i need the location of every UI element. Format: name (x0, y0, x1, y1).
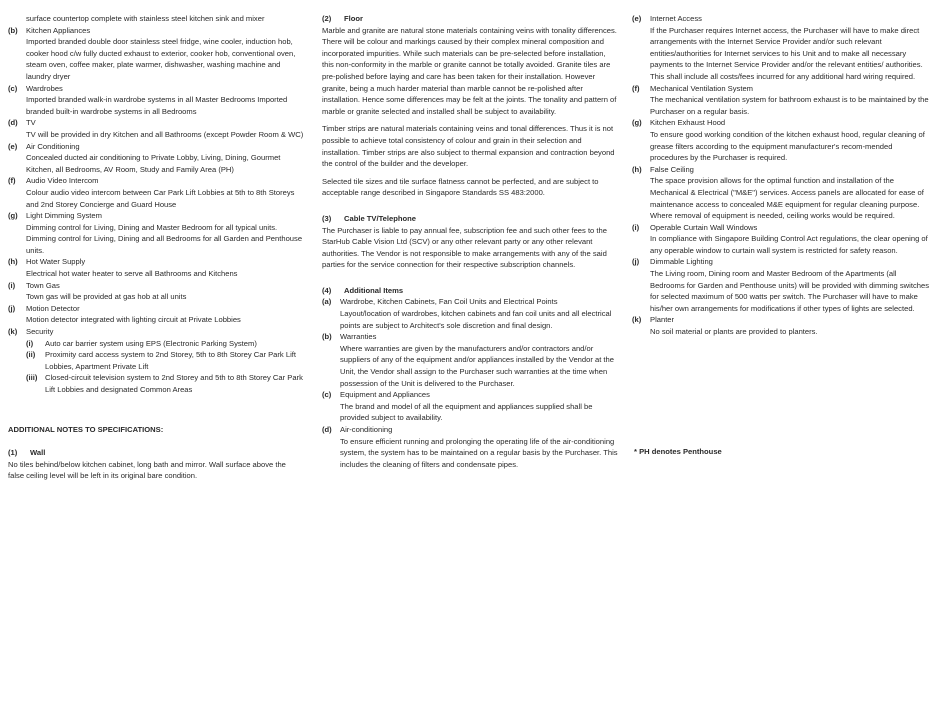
item-letter: (j) (8, 303, 16, 313)
item-letter: (c) (322, 390, 332, 400)
cable-heading (322, 213, 618, 225)
item-text: In compliance with Singapore Building Control Act regulations, the clear opening of any operable window to curtain wall system is restricted for safety reason. (650, 234, 928, 255)
item-text: Imported branded double door stainless steel fridge, wine cooler, induction hob, cooker hood c/w fully ducted exhaust to exterior, cooker hob, conventional oven, steam oven, coffee maker, plate warmer, dishwasher, washing machine and laundry dryer (26, 37, 296, 81)
item-title: Planter (650, 315, 675, 325)
item-text: Concealed ducted air conditioning to Private Lobby, Living, Dining, Gourmet Kitchen, all Bedrooms, AV Room, Study and Family Area (PH) (26, 153, 281, 174)
item-text: The space provision allows for the optimal function and installation of the Mechanical & Electrical ("M&E") services. Access panels are allocated for ease of maintenance access to concealed M&E equipment for regular cleaning purpose. Where removal of equipment is needed, ceiling works would be required. (650, 176, 924, 221)
item-letter: (i) (8, 280, 16, 290)
item-title: Dimmable Lighting (650, 257, 713, 267)
item-title: Mechanical Ventilation System (650, 83, 753, 93)
item-text: If the Purchaser requires Internet access, the Purchaser will have to make direct arrangements with the Internet Service Provider and/or such relevant entities/authorities for Internet services to his Unit and to make all necessary payments to the Internet Service Provider and/or the relevant entities/ authorities. This shall include all costs/fees incurred for any additional hard wiring required. (650, 25, 923, 81)
intro-text: surface countertop complete with stainless steel kitchen sink and mixer (26, 14, 265, 23)
item-text: The mechanical ventilation system for bathroom exhaust is to be maintained by the Purchaser on a regular basis. (650, 95, 929, 116)
item-letter: (j) (632, 257, 640, 267)
section-title: Cable TV/Telephone (344, 213, 417, 223)
item-title: Internet Access (650, 14, 702, 23)
security-sub-item (26, 338, 304, 350)
item-letter: (h) (8, 257, 18, 267)
additional-items-heading (322, 285, 618, 297)
sub-text: Auto car barrier system using EPS (Electronic Parking System) (45, 338, 257, 348)
item-text: Colour audio video intercom between Car Park Lift Lobbies at 5th to 8th Storeys and 2nd Storey Concierge and Guard House (26, 187, 295, 209)
floor-paragraph: Marble and granite are natural stone materials containing veins with tonality differences. There will be colour and markings caused by their complex mineral composition and incorporated impurities. While such materials can be pre-selected before installation, this non-conformity in the marble or granite cannot be totally avoided. Granite tiles are pre-polished before laying and care has been taken for their installation. However granite, being a much harder material than marble cannot be re-polished after installation. Hence some differences may be felt at the joints. The tonality and pattern of marble or granite selected and installed shall be subject to availability. (322, 25, 617, 116)
item-text: Dimming control for Living, Dining and Master Bedroom for all typical units. Dimming control for Living, Dining and all Bedrooms for all Garden and Penthouse units. (26, 222, 303, 255)
security-sub-item (26, 349, 304, 372)
item-letter: (k) (8, 327, 18, 337)
item-title: False Ceiling (650, 164, 694, 174)
section-number: (1) (8, 448, 18, 458)
additional-item-ventilation (632, 83, 932, 118)
sub-text: Closed-circuit television system to 2nd Storey and 5th to 8th Storey Car Park Lift Lobbies and designated Common Areas (45, 373, 303, 394)
floor-paragraph: Selected tile sizes and tile surface flatness cannot be perfected, and are subject to acceptable range described in Singapore Standards SS 483:2000. (322, 176, 599, 198)
item-letter: (i) (632, 222, 640, 232)
cable-text: The Purchaser is liable to pay annual fee, subscription fee and such other fees to the StarHub Cable Vision Ltd (SCV) or any other relevant party or any other relevant authorities. The Vendor is not responsible to make arrangements with any of the said parties for the service connection for their respective subscription channels. (322, 225, 607, 270)
item-title: Operable Curtain Wall Windows (650, 222, 758, 232)
column-middle (322, 13, 618, 470)
item-text: Town gas will be provided at gas hob at all units (26, 292, 187, 302)
item-text: To ensure good working condition of the kitchen exhaust hood, regular cleaning of grease filters according to the equipment manufacturer's recom-mended procedures by the Purchaser is required. (650, 129, 925, 163)
additional-item-dimmable-lighting (632, 256, 932, 314)
item-title: Warranties (340, 332, 377, 342)
item-text: The brand and model of all the equipment and appliances supplied shall be provided subject to availability. (340, 401, 593, 423)
item-letter: (g) (8, 211, 18, 221)
item-title: Light Dimming System (26, 211, 102, 221)
wall-heading (8, 447, 304, 459)
item-letter: (e) (632, 14, 642, 23)
item-letter: (f) (632, 83, 640, 93)
spec-item-hot-water (8, 256, 304, 279)
item-title: Wardrobes (26, 83, 63, 93)
item-title: Audio Video Intercom (26, 176, 99, 186)
spec-item-wardrobes (8, 83, 304, 118)
floor-heading (322, 13, 618, 25)
spec-item-light-dimming (8, 210, 304, 256)
additional-item-internet (632, 13, 932, 83)
item-title: Security (26, 327, 54, 337)
item-text: Imported branded walk-in wardrobe systems in all Master Bedrooms Imported branded built-in wardrobe systems in all Bedrooms (26, 95, 288, 116)
column-right (632, 13, 932, 457)
item-title: TV (26, 118, 36, 128)
additional-notes-heading: ADDITIONAL NOTES TO SPECIFICATIONS: (8, 424, 164, 434)
section-number: (2) (322, 14, 332, 23)
spec-item-kitchen-appliances (8, 25, 304, 83)
security-sub-item (26, 372, 304, 395)
item-title: Air-conditioning (340, 425, 393, 434)
section-title: Wall (30, 448, 46, 458)
spec-item-motion-detector (8, 303, 304, 326)
item-text: To ensure efficient running and prolonging the operating life of the air-conditioning system, the system has to be maintained on a regular basis by the Purchaser. This includes the cleaning of filters and condensate pipes. (340, 436, 618, 469)
spec-item-tv (8, 117, 304, 140)
item-text: Motion detector integrated with lighting circuit at Private Lobbies (26, 315, 241, 325)
item-title: Motion Detector (26, 303, 80, 313)
section-title: Floor (344, 14, 363, 23)
item-text: TV will be provided in dry Kitchen and all Bathrooms (except Powder Room & WC) (26, 129, 304, 139)
sub-numeral: (i) (26, 338, 34, 348)
item-text: Layout/location of wardrobes, kitchen cabinets and fan coil units and all electrical points are subject to Architect's sole discretion and final design. (340, 309, 612, 330)
additional-item-planter (632, 314, 932, 337)
item-text: No soil material or plants are provided to planters. (650, 327, 818, 337)
item-letter: (c) (8, 83, 18, 93)
item-text: The Living room, Dining room and Master Bedroom of the Apartments (all Bedrooms for Garden and Penthouse units) will be provided with dimming switches for selected maximum of 500 watts per switch. The Purchaser will have to make his/her own arrangements for modifications if other types of lights are selected. (650, 269, 929, 313)
item-letter: (a) (322, 297, 332, 307)
section-title: Additional Items (344, 285, 404, 295)
item-title: Town Gas (26, 280, 60, 290)
item-letter: (d) (322, 425, 332, 434)
item-title: Equipment and Appliances (340, 390, 430, 400)
additional-item-false-ceiling (632, 164, 932, 222)
item-letter: (b) (8, 25, 18, 35)
sub-numeral: (ii) (26, 350, 36, 360)
spec-item-town-gas (8, 280, 304, 303)
item-letter: (g) (632, 118, 642, 128)
additional-item-curtain-wall (632, 222, 932, 257)
item-title: Kitchen Exhaust Hood (650, 118, 726, 128)
item-letter: (d) (8, 118, 18, 128)
item-letter: (h) (632, 164, 642, 174)
item-title: Kitchen Appliances (26, 25, 91, 35)
item-title: Hot Water Supply (26, 257, 86, 267)
penthouse-footnote: * PH denotes Penthouse (634, 446, 722, 456)
item-title: Wardrobe, Kitchen Cabinets, Fan Coil Units and Electrical Points (340, 297, 558, 307)
item-letter: (k) (632, 315, 642, 325)
sub-text: Proximity card access system to 2nd Storey, 5th to 8th Storey Car Park Lift Lobbies, Apartment Private Lift (45, 350, 296, 371)
item-title: Air Conditioning (26, 141, 80, 151)
spec-item-intercom (8, 175, 304, 210)
item-text: Electrical hot water heater to serve all Bathrooms and Kitchens (26, 269, 238, 279)
floor-paragraph: Timber strips are natural materials containing veins and tonal differences. Thus it is not possible to achieve total consistency of colour and grain in their selection and installation. Timber strips are also subject to thermal expansion and contraction beyond the control of the builder and the developer. (322, 124, 615, 169)
additional-item-warranties (322, 331, 618, 389)
additional-item-air-conditioning (322, 424, 618, 470)
spec-item-air-conditioning (8, 141, 304, 176)
item-text: Where warranties are given by the manufacturers and/or contractors and/or suppliers of any of the equipment and/or appliances installed by the Vendor at the Unit, the Vendor shall assign to the Purchaser such warranties at the time when possession of the Unit is delivered to the Purchaser. (340, 343, 614, 388)
additional-item-wardrobe (322, 296, 618, 331)
section-number: (3) (322, 213, 332, 223)
additional-item-exhaust-hood (632, 117, 932, 163)
column-left (8, 13, 304, 482)
item-letter: (b) (322, 332, 332, 342)
additional-item-equipment (322, 389, 618, 424)
item-letter: (f) (8, 176, 16, 186)
wall-text: No tiles behind/below kitchen cabinet, long bath and mirror. Wall surface above the false ceiling level will be left in its original bare condition. (8, 459, 286, 481)
spec-item-security (8, 326, 304, 396)
sub-numeral: (iii) (26, 373, 38, 383)
item-letter: (e) (8, 141, 18, 151)
section-number: (4) (322, 285, 332, 295)
